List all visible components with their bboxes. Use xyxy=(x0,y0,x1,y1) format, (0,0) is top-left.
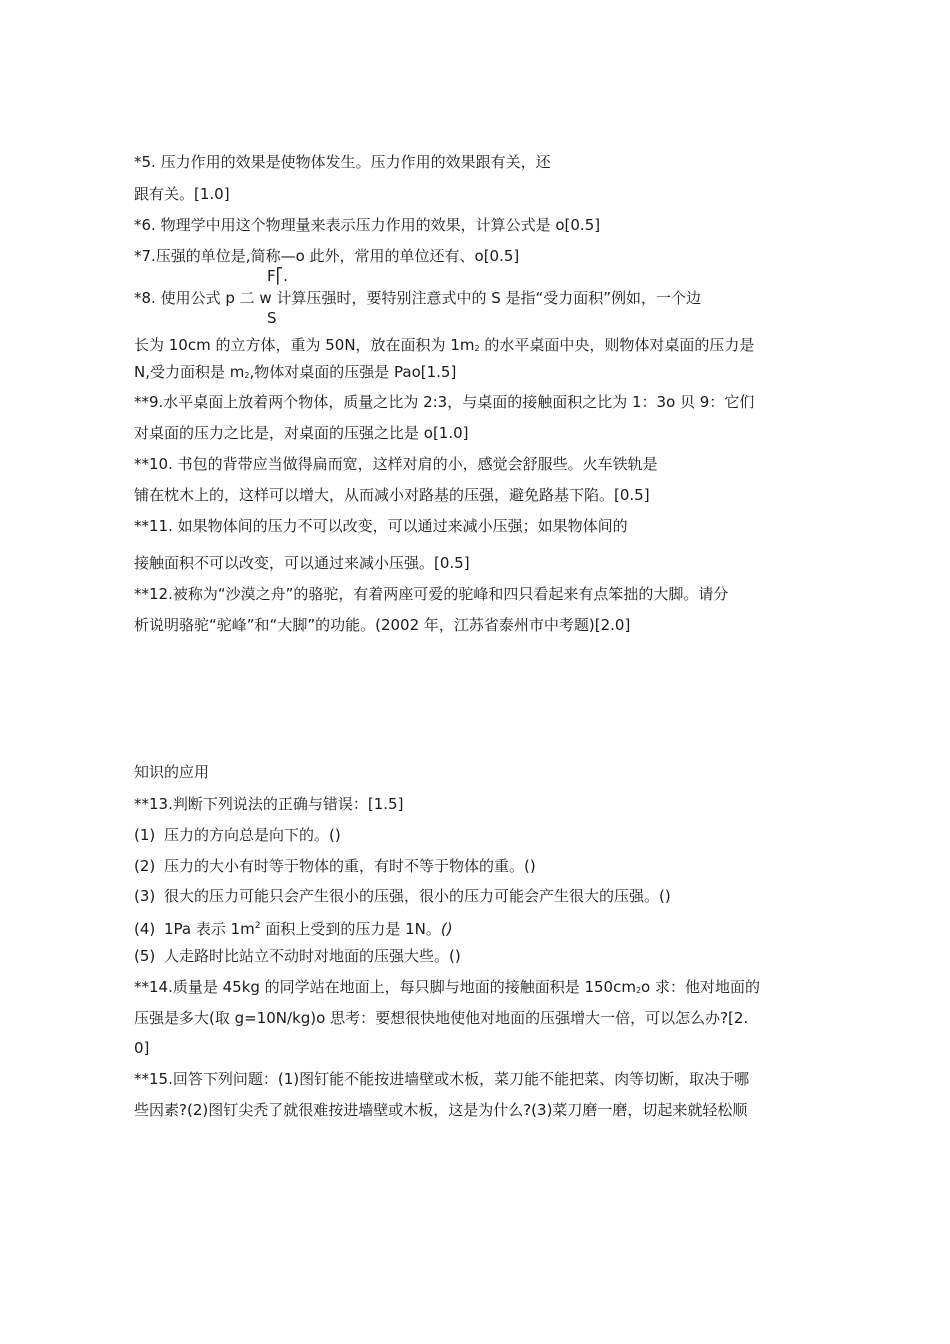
question-10-line-1: **10. 书包的背带应当做得扁而宽，这样对肩的小，感觉会舒服些。火车铁轨是 xyxy=(134,455,658,473)
q13-item-5-num: (5) xyxy=(134,947,156,965)
question-14-line-1 xyxy=(134,977,760,1001)
q14-line1-sub: 2 xyxy=(635,986,642,995)
section-title: 知识的应用 xyxy=(134,763,210,781)
question-7: *7.压强的单位是,简称—o 此外，常用的单位还有、o[0.5] xyxy=(134,247,520,265)
q13-item-4-rest: 面积上受到的压力是 1N。 xyxy=(260,920,441,938)
question-8-line-2 xyxy=(134,335,754,359)
q13-item-4-sup: 2 xyxy=(254,921,261,931)
question-6: *6. 物理学中用这个物理量来表示压力作用的效果，计算公式是 o[0.5] xyxy=(134,216,601,234)
q13-item-2-num: (2) xyxy=(134,857,156,875)
q13-item-2 xyxy=(134,856,536,876)
question-12-line-2: 析说明骆驼“驼峰”和“大脚”的功能。(2002 年，江苏省泰州市中考题)[2.0] xyxy=(134,616,631,634)
question-5-line-2: 跟有关。[1.0] xyxy=(134,185,230,203)
q13-item-3 xyxy=(134,886,671,906)
question-15-line-2: 些因素?(2)图钉尖秃了就很难按进墙壁或木板，这是为什么?(3)菜刀磨一磨，切起来就轻松顺 xyxy=(134,1101,748,1119)
question-11-line-1: **11. 如果物体间的压力不可以改变，可以通过来减小压强；如果物体间的 xyxy=(134,517,628,535)
question-12-line-1: **12.被称为“沙漠之舟”的骆驼，有着两座可爱的驼峰和四只看起来有点笨拙的大脚。请分 xyxy=(134,585,729,603)
question-11-line-2: 接触面积不可以改变，可以通过来减小压强。[0.5] xyxy=(134,554,470,572)
formula-denominator: S xyxy=(267,309,277,327)
q13-item-3-num: (3) xyxy=(134,887,156,905)
question-9-line-2: 对桌面的压力之比是，对桌面的压强之比是 o[1.0] xyxy=(134,424,469,442)
question-5-line-1: *5. 压力作用的效果是使物体发生。压力作用的效果跟有关，还 xyxy=(134,153,551,171)
q8-line3-rest: ,物体对桌面的压强是 Pao[1.5] xyxy=(249,363,457,381)
q8-line3-sub: 2 xyxy=(244,371,250,380)
q13-item-1 xyxy=(134,825,341,845)
question-13-title: **13.判断下列说法的正确与错误：[1.5] xyxy=(134,795,404,813)
q13-item-4 xyxy=(134,916,453,939)
question-10-line-2: 铺在枕木上的，这样可以增大，从而减小对路基的压强，避免路基下陷。[0.5] xyxy=(134,486,650,504)
question-8-line-3 xyxy=(134,362,456,386)
q13-item-1-text: 压力的方向总是向下的。() xyxy=(164,826,341,844)
q13-item-5 xyxy=(134,946,461,966)
q13-item-5-text: 人走路时比站立不动时对地面的压强大些。() xyxy=(164,947,461,965)
q14-line1-rest: o 求：他对地面的 xyxy=(641,978,760,996)
q13-item-3-text: 很大的压力可能只会产生很小的压强，很小的压力可能会产生很大的压强。() xyxy=(164,887,671,905)
q14-line1-text: **14.质量是 45kg 的同学站在地面上，每只脚与地面的接触面积是 150cm xyxy=(134,978,636,996)
q8-line2-rest: 的水平桌面中央，则物体对桌面的压力是 xyxy=(479,336,755,354)
q13-item-2-text: 压力的大小有时等于物体的重，有时不等于物体的重。() xyxy=(164,857,536,875)
q8-line2-text: 长为 10cm 的立方体，重为 50N，放在面积为 1m xyxy=(134,336,475,354)
question-14-line-3: 0] xyxy=(134,1039,150,1057)
q8-line2-sub: 2 xyxy=(474,344,480,353)
question-9-line-1: **9.水平桌面上放着两个物体，质量之比为 2:3，与桌面的接触面积之比为 1：3o 贝 9：它们 xyxy=(134,393,755,411)
q8-line3-text: N,受力面积是 m xyxy=(134,363,245,381)
q13-item-1-num: (1) xyxy=(134,826,156,844)
question-14-line-2: 压强是多大(取 g=10N/kg)o 思考：要想很快地使他对地面的压强增大一倍，可以怎么办?[2. xyxy=(134,1009,749,1027)
q13-item-4-num: (4) xyxy=(134,920,156,938)
question-8-line-1: *8. 使用公式 p 二 w 计算压强时，要特别注意式中的 S 是指“受力面积”例如，一个边 xyxy=(134,289,702,307)
formula-numerator: F⎡. xyxy=(267,267,288,285)
q13-item-4-tail: () xyxy=(440,920,453,938)
question-15-line-1: **15.回答下列问题：(1)图钉能不能按进墙壁或木板，菜刀能不能把菜、肉等切断，取决于哪 xyxy=(134,1070,750,1088)
q13-item-4-text: 1Pa 表示 1m xyxy=(164,920,255,938)
